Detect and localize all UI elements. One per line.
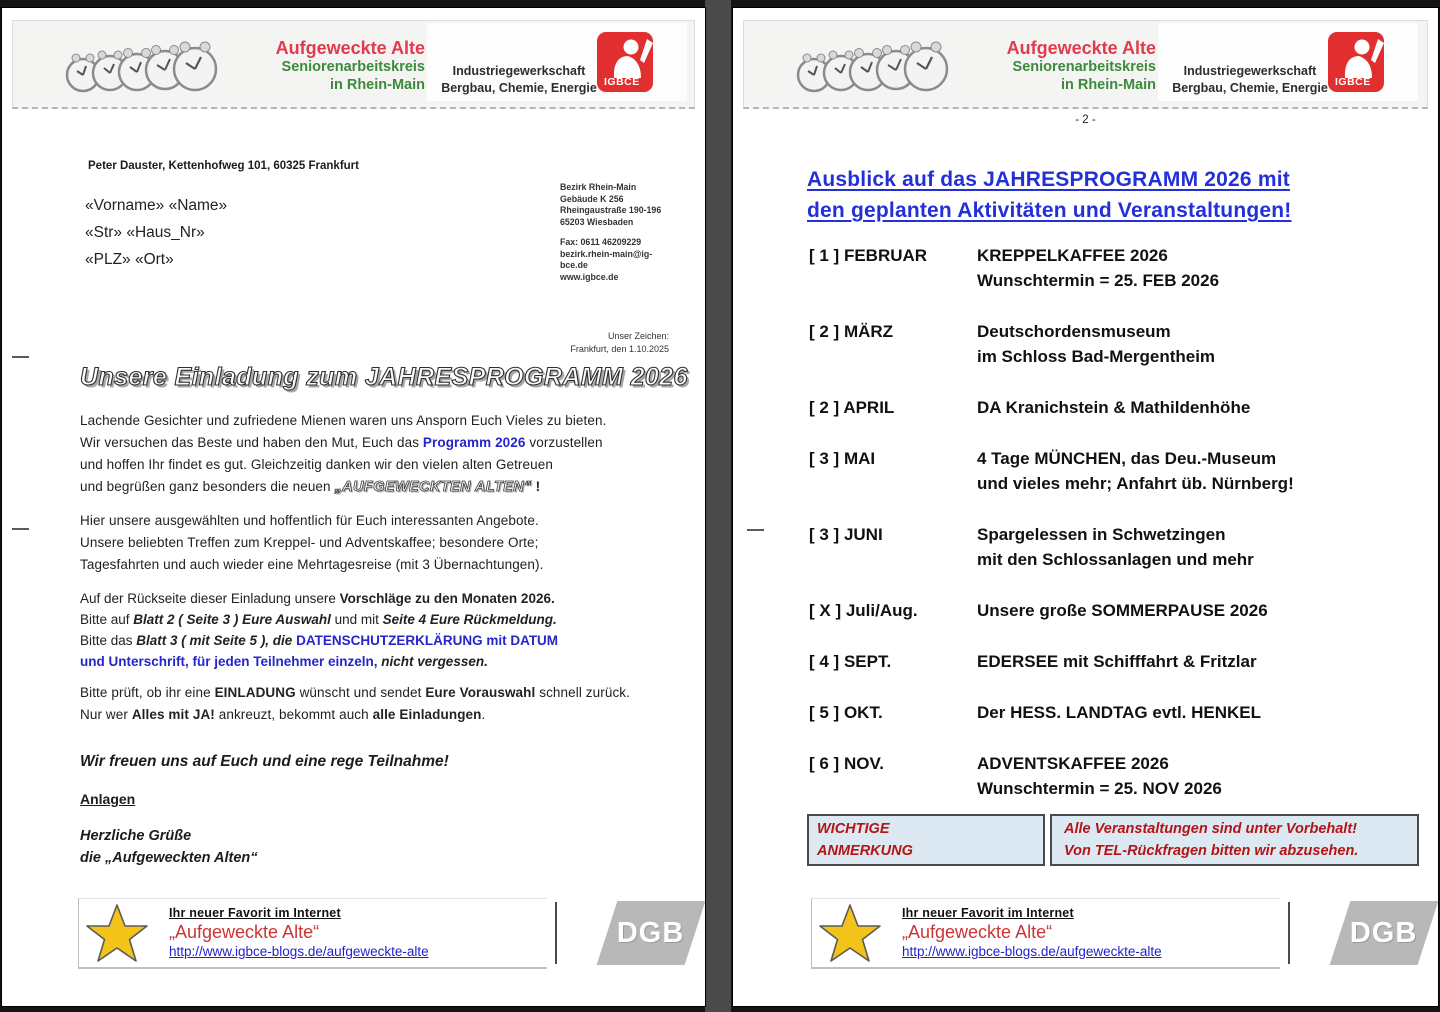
- text-segment: Nur wer: [80, 707, 132, 722]
- text-segment: und mit: [330, 612, 383, 627]
- page-gap: [705, 0, 731, 1012]
- footer-box: [811, 898, 1280, 969]
- greeting-line-1: Herzliche Grüße: [80, 828, 192, 844]
- program-event: 4 Tage MÜNCHEN, das Deu.-Museum und vieles mehr; Anfahrt üb. Nürnberg!: [977, 449, 1294, 493]
- reference-block: [449, 330, 669, 356]
- brand-title: Aufgeweckte Alte: [1006, 38, 1156, 58]
- igbce-logo-text: IGBCE: [604, 76, 640, 88]
- text-line: [80, 609, 558, 630]
- text-segment: Eure Vorauswahl: [425, 685, 536, 700]
- union-line-2: Bergbau, Chemie, Energie: [441, 81, 597, 95]
- footer-text-block: [169, 906, 429, 959]
- text-segment: ankreuzt, bekommt auch: [214, 707, 373, 722]
- text-segment: .: [481, 707, 486, 722]
- text-segment: Bitte auf: [80, 612, 134, 627]
- program-title-line-2: den geplanten Aktivitäten und Veranstaltungen!: [807, 199, 1292, 222]
- text-line: [80, 588, 558, 609]
- text-segment: alle Einladungen: [372, 707, 482, 722]
- footer-text-block: [902, 906, 1162, 959]
- text-segment: Auf der Rückseite dieser Einladung unsere: [80, 591, 340, 606]
- brand-subtitle-2: in Rhein-Main: [1060, 77, 1156, 93]
- office-info-block: [560, 182, 678, 283]
- program-title-line-1: Ausblick auf das JAHRESPROGRAMM 2026 mit: [807, 168, 1290, 191]
- aufgeweckte-alten-wordart: „AUFGEWECKTEN ALTEN“: [334, 479, 532, 495]
- footer-brand: „Aufgeweckte Alte“: [169, 922, 320, 942]
- text-segment: Alles mit JA!: [131, 707, 215, 722]
- page-2: [733, 8, 1438, 1006]
- office-city: 65203 Wiesbaden: [560, 216, 634, 227]
- page-1: [2, 8, 705, 1006]
- check-paragraph: [80, 682, 630, 726]
- program-month: [ 2 ] APRIL: [809, 398, 895, 417]
- footer-divider: [1288, 902, 1290, 964]
- text-line: Lachende Gesichter und zufriedene Mienen waren uns Ansporn Euch Vieles zu bieten.: [80, 413, 607, 428]
- text-segment: Blatt 3 ( mit Seite 5 ), die: [136, 633, 297, 648]
- igbce-logo: [1328, 32, 1384, 92]
- letterhead: [743, 20, 1428, 109]
- brand-title: Aufgeweckte Alte: [275, 38, 425, 58]
- office-email-1: bezirk.rhein-main@ig-: [560, 248, 653, 259]
- text-line: Hier unsere ausgewählten und hoffentlich für Euch interessanten Angebote.: [80, 513, 539, 528]
- text-segment: schnell zurück.: [535, 685, 631, 700]
- text-line: Tagesfahrten und auch wieder eine Mehrtagesreise (mit 3 Übernachtungen).: [80, 557, 544, 572]
- program-month: [ 3 ] JUNI: [809, 525, 883, 544]
- program-title: [807, 164, 1291, 226]
- office-district: Bezirk Rhein-Main: [560, 182, 637, 192]
- text-line: Unsere beliebten Treffen zum Kreppel- und Adventskaffee; besondere Orte;: [80, 535, 539, 550]
- text-segment: Vorschläge zu den Monaten 2026.: [339, 591, 555, 606]
- footer-link[interactable]: http://www.igbce-blogs.de/aufgeweckte-alte: [169, 944, 429, 959]
- page-number: - 2 -: [1075, 114, 1096, 126]
- datenschutz-highlight: DATENSCHUTZERKLÄRUNG mit DATUM: [296, 633, 559, 648]
- sender-line: Peter Dauster, Kettenhofweg 101, 60325 Frankfurt: [88, 160, 359, 172]
- union-name-block: [1164, 63, 1336, 97]
- intro-paragraph: [80, 410, 606, 498]
- closing-line: Wir freuen uns auf Euch und eine rege Teilnahme!: [80, 753, 449, 770]
- text-segment: Blatt 2 ( Seite 3 ) Eure Auswahl: [133, 612, 331, 627]
- office-email-2: bce.de: [560, 260, 588, 270]
- page-footer: [811, 898, 1428, 968]
- text-line: und hoffen Ihr findet es gut. Gleichzeitig danken wir den vielen alten Getreuen: [80, 457, 553, 472]
- program-event: Deutschordensmuseum im Schloss Bad-Mergentheim: [977, 322, 1216, 366]
- program-event: Der HESS. LANDTAG evtl. HENKEL: [977, 703, 1262, 722]
- alarm-clocks-image: [61, 27, 221, 105]
- program-event: DA Kranichstein & Mathildenhöhe: [977, 398, 1251, 417]
- brand-block: [263, 39, 425, 94]
- program-row: [809, 446, 1429, 496]
- text-line: [80, 630, 558, 651]
- instructions-paragraph: [80, 588, 558, 672]
- program-month: [ 2 ] MÄRZ: [809, 322, 894, 341]
- page-footer: [78, 898, 695, 968]
- program-row: [809, 598, 1429, 623]
- fold-mark: [747, 529, 764, 531]
- datenschutz-highlight: und Unterschrift, für jeden Teilnehmer einzeln,: [80, 654, 378, 669]
- text-line: [80, 682, 630, 704]
- program-event: Unsere große SOMMERPAUSE 2026: [977, 601, 1268, 620]
- office-fax: Fax: 0611 46209229: [560, 237, 642, 247]
- anlagen-label: Anlagen: [80, 791, 136, 807]
- program-month: [ X ] Juli/Aug.: [809, 601, 918, 620]
- note-text-cell: [1050, 814, 1419, 866]
- text-segment: Bitte prüft, ob ihr eine: [80, 685, 215, 700]
- text-segment: Wir versuchen das Beste und haben den Mut, Euch das: [80, 435, 423, 450]
- greeting-block: [80, 826, 258, 869]
- greeting-line-2: die „Aufgeweckten Alten“: [80, 849, 258, 866]
- programm-2026-highlight: Programm 2026: [422, 435, 526, 450]
- offers-paragraph: [80, 510, 543, 576]
- note-label-line-1: WICHTIGE: [817, 821, 890, 837]
- igbce-logo: [597, 32, 653, 92]
- program-row: [809, 395, 1429, 420]
- reference-date: Frankfurt, den 1.10.2025: [570, 344, 669, 354]
- brand-subtitle-2: in Rhein-Main: [329, 77, 425, 93]
- program-row: [809, 319, 1429, 369]
- footer-divider: [555, 902, 557, 964]
- office-website: www.igbce.de: [560, 271, 619, 282]
- letter-title: Unsere Einladung zum JAHRESPROGRAMM 2026: [80, 363, 688, 391]
- program-month: [ 5 ] OKT.: [809, 703, 883, 722]
- text-segment: nicht vergessen.: [377, 654, 488, 669]
- note-text-line-2: Von TEL-Rückfragen bitten wir abzusehen.: [1064, 843, 1359, 859]
- footer-headline: Ihr neuer Favorit im Internet: [902, 906, 1074, 920]
- text-segment: vorzustellen: [525, 435, 603, 450]
- text-line: [80, 476, 606, 498]
- fold-mark: [12, 528, 29, 530]
- text-line: [80, 704, 630, 726]
- text-segment: EINLADUNG: [214, 685, 296, 700]
- union-line-2: Bergbau, Chemie, Energie: [1172, 81, 1328, 95]
- text-segment: Seite 4 Eure Rückmeldung.: [382, 612, 557, 627]
- dgb-logo: [1330, 901, 1439, 965]
- brand-block: [994, 39, 1156, 94]
- program-month: [ 4 ] SEPT.: [809, 652, 892, 671]
- footer-box: [78, 898, 547, 969]
- igbce-logo-text: IGBCE: [1335, 76, 1371, 88]
- program-row: [809, 243, 1429, 293]
- program-row: [809, 522, 1429, 572]
- program-month: [ 1 ] FEBRUAR: [809, 246, 928, 265]
- program-list: [809, 243, 1429, 827]
- text-line: [80, 432, 606, 454]
- recipient-name: «Vorname» «Name»: [85, 197, 228, 214]
- program-month: [ 6 ] NOV.: [809, 754, 884, 773]
- brand-subtitle-1: Seniorenarbeitskreis: [281, 59, 425, 75]
- program-event: Spargelessen in Schwetzingen mit den Schlossanlagen und mehr: [977, 525, 1254, 569]
- text-segment: wünscht und sendet: [295, 685, 426, 700]
- star-icon: [85, 902, 149, 964]
- letterhead: [12, 20, 695, 109]
- program-event: KREPPELKAFFEE 2026 Wunschtermin = 25. FEB 2026: [977, 246, 1220, 290]
- note-label-line-2: ANMERKUNG: [817, 843, 913, 859]
- text-line: [80, 651, 558, 672]
- dgb-logo: [597, 901, 706, 965]
- text-segment: und begrüßen ganz besonders die neuen: [80, 479, 335, 494]
- important-note-table: [807, 814, 1419, 866]
- note-label-cell: [807, 814, 1045, 866]
- program-event: ADVENTSKAFFEE 2026 Wunschtermin = 25. NOV 2026: [977, 754, 1222, 798]
- dgb-logo-text: DGB: [1350, 916, 1418, 949]
- union-line-1: Industriegewerkschaft: [1183, 64, 1317, 78]
- union-line-1: Industriegewerkschaft: [452, 64, 586, 78]
- footer-link[interactable]: http://www.igbce-blogs.de/aufgeweckte-alte: [902, 944, 1162, 959]
- program-row: [809, 649, 1429, 674]
- star-icon: [818, 902, 882, 964]
- program-event: EDERSEE mit Schifffahrt & Fritzlar: [977, 652, 1257, 671]
- office-street: Rheingaustraße 190-196: [560, 205, 662, 215]
- note-text-line-1: Alle Veranstaltungen sind unter Vorbehalt!: [1064, 821, 1357, 837]
- footer-headline: Ihr neuer Favorit im Internet: [169, 906, 341, 920]
- text-segment: !: [531, 479, 541, 494]
- dgb-logo-text: DGB: [617, 916, 685, 949]
- alarm-clocks-image: [792, 27, 952, 105]
- office-building: Gebäude K 256: [560, 193, 624, 204]
- recipient-block: [85, 192, 227, 273]
- recipient-city: «PLZ» «Ort»: [85, 251, 174, 268]
- program-row: [809, 700, 1429, 725]
- brand-subtitle-1: Seniorenarbeitskreis: [1012, 59, 1156, 75]
- text-segment: Bitte das: [80, 633, 137, 648]
- footer-brand: „Aufgeweckte Alte“: [902, 922, 1053, 942]
- reference-label: Unser Zeichen:: [607, 331, 669, 341]
- recipient-street: «Str» «Haus_Nr»: [85, 224, 205, 241]
- fold-mark: [12, 356, 29, 358]
- program-month: [ 3 ] MAI: [809, 449, 876, 468]
- program-row: [809, 751, 1429, 801]
- union-name-block: [433, 63, 605, 97]
